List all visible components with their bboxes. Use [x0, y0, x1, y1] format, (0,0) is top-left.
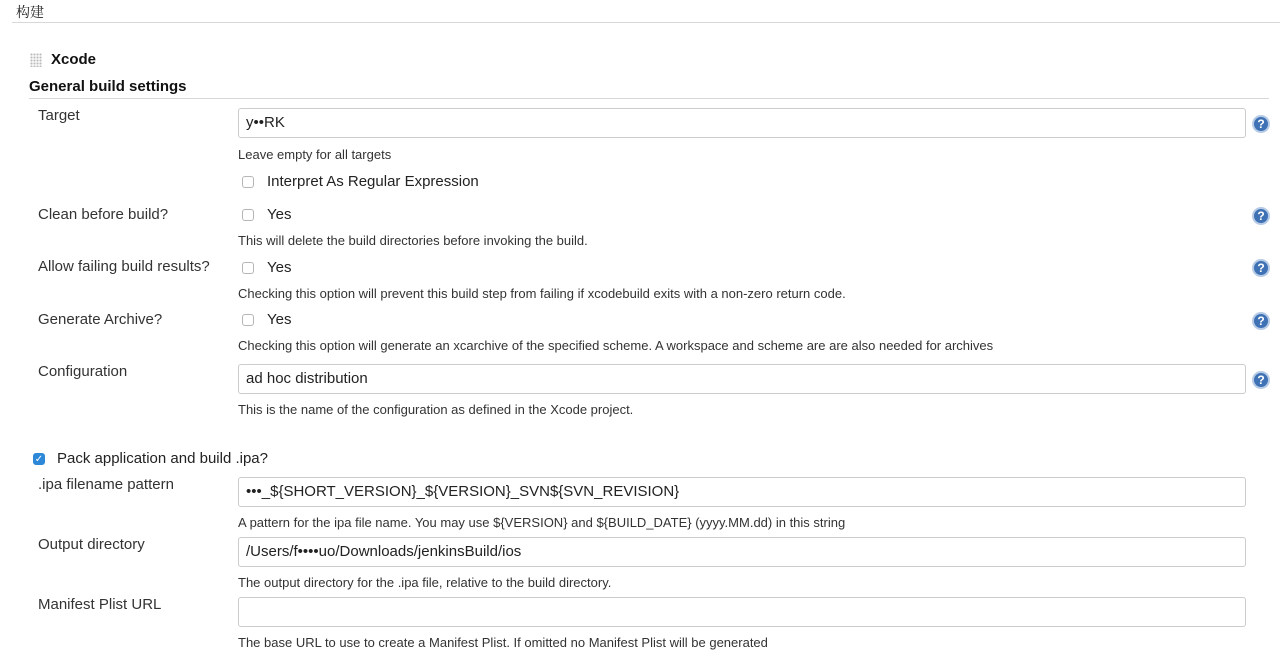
- section-title: 构建: [16, 4, 44, 20]
- section-divider: [12, 22, 1280, 23]
- archive-label: Generate Archive?: [38, 311, 163, 328]
- archive-help: Checking this option will generate an xcarchive of the specified scheme. A workspace and scheme are are also needed for archives: [238, 338, 994, 353]
- configuration-help: This is the name of the configuration as defined in the Xcode project.: [238, 402, 634, 417]
- configuration-label: Configuration: [38, 363, 128, 380]
- pack-ipa-label: Pack application and build .ipa?: [57, 450, 268, 467]
- manifest-input[interactable]: [238, 597, 1246, 627]
- output-dir-label: Output directory: [38, 536, 145, 553]
- output-dir-help: The output directory for the .ipa file, relative to the build directory.: [238, 575, 612, 590]
- configuration-input[interactable]: ad hoc distribution: [238, 364, 1246, 394]
- regex-checkbox[interactable]: [242, 176, 254, 188]
- drag-handle-icon[interactable]: [30, 53, 42, 67]
- regex-checkbox-label: Interpret As Regular Expression: [267, 173, 479, 190]
- group-divider: [29, 98, 1269, 99]
- group-title: General build settings: [29, 78, 187, 95]
- help-icon[interactable]: ?: [1252, 259, 1270, 277]
- target-input[interactable]: y••RK: [238, 108, 1246, 138]
- pack-ipa-checkbox[interactable]: ✓: [34, 454, 44, 465]
- target-help: Leave empty for all targets: [238, 147, 392, 162]
- manifest-label: Manifest Plist URL: [38, 596, 162, 613]
- allow-failing-help: Checking this option will prevent this build step from failing if xcodebuild exits with a non-zero return code.: [238, 286, 846, 301]
- clean-checkbox[interactable]: [242, 209, 254, 221]
- help-icon[interactable]: ?: [1252, 371, 1270, 389]
- clean-checkbox-label: Yes: [267, 206, 292, 223]
- archive-checkbox-label: Yes: [267, 311, 292, 328]
- build-step-title: Xcode: [51, 51, 97, 68]
- clean-label: Clean before build?: [38, 206, 169, 223]
- ipa-pattern-input[interactable]: •••_${SHORT_VERSION}_${VERSION}_SVN${SVN_REVISION}: [238, 477, 1246, 507]
- ipa-pattern-help: A pattern for the ipa file name. You may use ${VERSION} and ${BUILD_DATE} (yyyy.MM.dd) in this string: [238, 515, 846, 530]
- help-icon[interactable]: ?: [1252, 207, 1270, 225]
- help-icon[interactable]: ?: [1252, 115, 1270, 133]
- allow-failing-checkbox[interactable]: [242, 262, 254, 274]
- clean-help: This will delete the build directories before invoking the build.: [238, 233, 588, 248]
- allow-failing-label: Allow failing build results?: [38, 258, 210, 275]
- help-icon[interactable]: ?: [1252, 312, 1270, 330]
- ipa-pattern-label: .ipa filename pattern: [38, 476, 174, 493]
- target-label: Target: [38, 107, 80, 124]
- archive-checkbox[interactable]: [242, 314, 254, 326]
- output-dir-input[interactable]: /Users/f••••uo/Downloads/jenkinsBuild/ios: [238, 537, 1246, 567]
- allow-failing-checkbox-label: Yes: [267, 259, 292, 276]
- manifest-help: The base URL to use to create a Manifest Plist. If omitted no Manifest Plist will be generated: [238, 635, 768, 650]
